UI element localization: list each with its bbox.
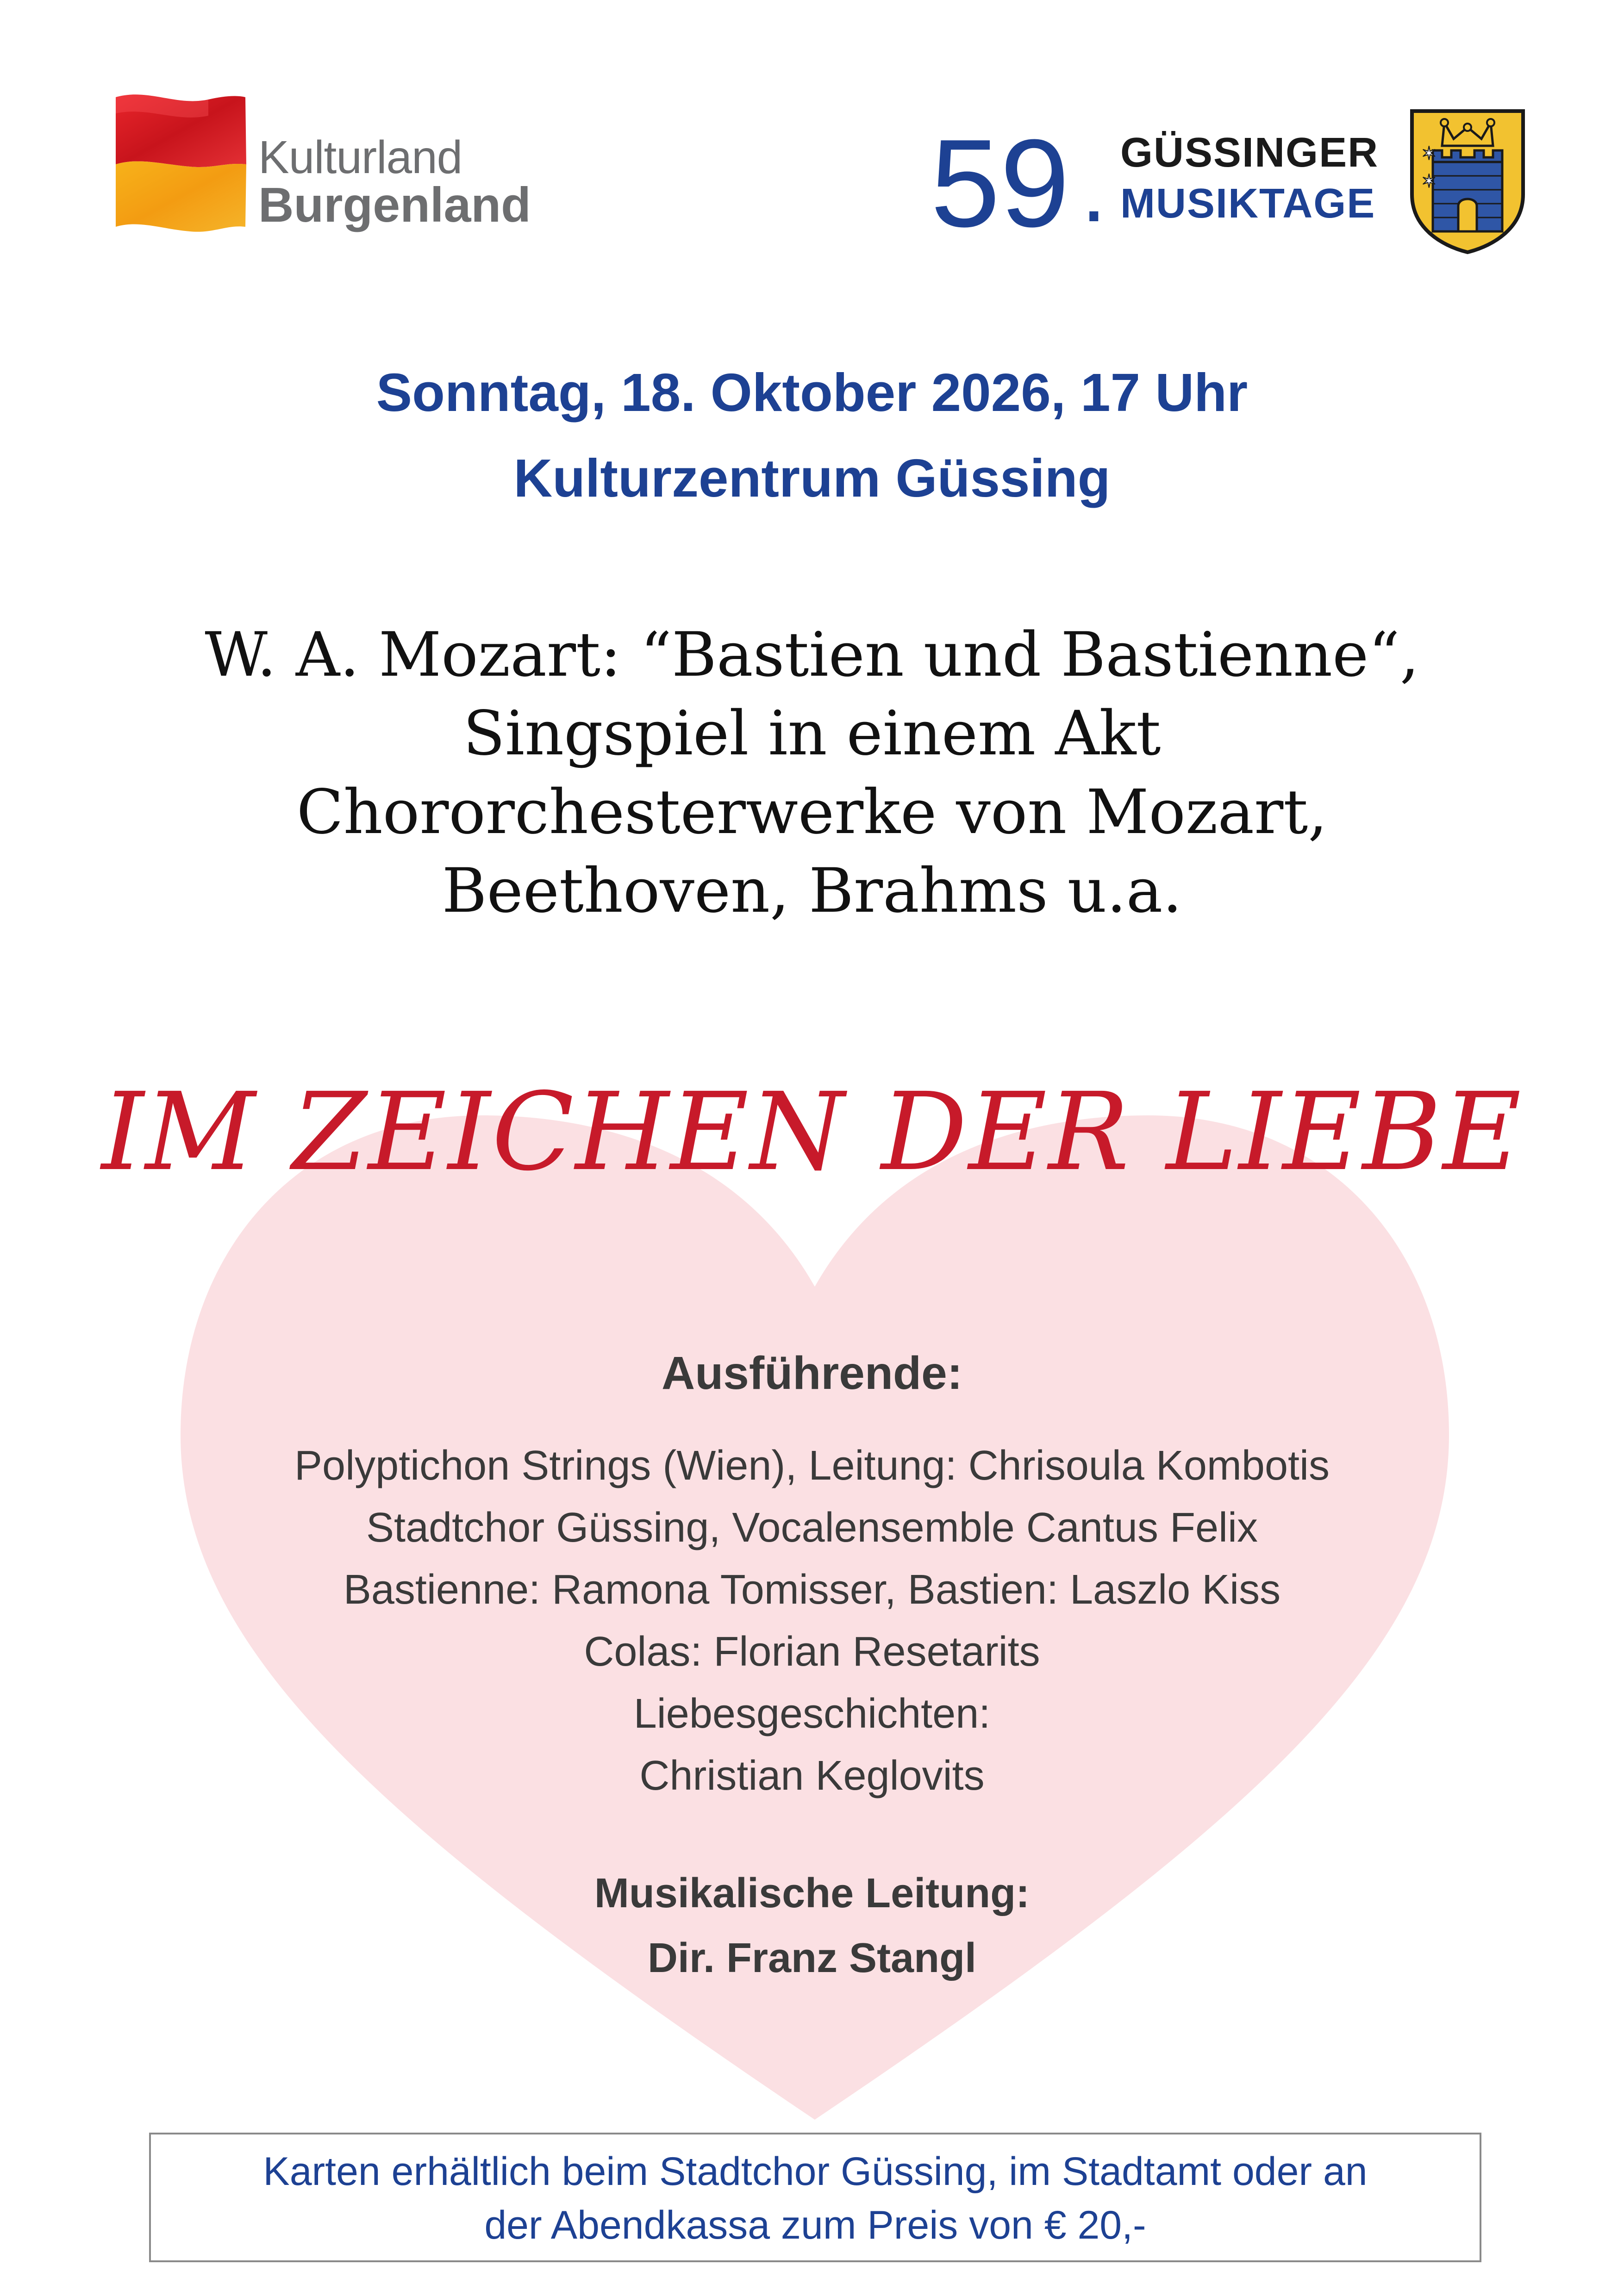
kulturland-burgenland-logo bbox=[111, 88, 531, 245]
edition-dot: . bbox=[1081, 138, 1107, 241]
performer-line: Colas: Florian Resetarits bbox=[584, 1629, 1040, 1675]
program-description bbox=[0, 616, 1624, 930]
festival-name-line1: GÜSSINGER bbox=[1120, 130, 1379, 176]
performer-line: Stadtchor Güssing, Vocalensemble Cantus Felix bbox=[366, 1505, 1258, 1551]
performer-line: Liebesgeschichten: bbox=[633, 1691, 991, 1737]
program-line: Singspiel in einem Akt bbox=[463, 698, 1161, 769]
musical-director-name: Dir. Franz Stangl bbox=[647, 1935, 977, 1981]
ticket-info-box bbox=[149, 2133, 1481, 2262]
svg-text:✶: ✶ bbox=[1421, 143, 1437, 164]
event-date: Sonntag, 18. Oktober 2026, 17 Uhr bbox=[376, 362, 1248, 423]
festival-name-line2: MUSIKTAGE bbox=[1120, 180, 1376, 227]
edition-number: 59 bbox=[931, 114, 1070, 253]
performers-title: Ausführende: bbox=[662, 1347, 962, 1399]
guessing-coat-of-arms-icon bbox=[1407, 106, 1528, 255]
performer-line: Christian Keglovits bbox=[639, 1753, 985, 1799]
logo-text-burgenland: Burgenland bbox=[258, 178, 531, 232]
program-line: Beethoven, Brahms u.a. bbox=[442, 855, 1182, 927]
performers-list bbox=[0, 1435, 1624, 1807]
musical-director-title: Musikalische Leitung: bbox=[594, 1870, 1030, 1916]
headline: IM ZEICHEN DER LIEBE bbox=[101, 1070, 1523, 1195]
svg-text:✶: ✶ bbox=[1421, 171, 1437, 192]
ticket-info-line: der Abendkassa zum Preis von € 20,- bbox=[484, 2203, 1146, 2247]
performer-line: Polyptichon Strings (Wien), Leitung: Chrisoula Kombotis bbox=[294, 1443, 1330, 1489]
ticket-info-line: Karten erhältlich beim Stadtchor Güssing, im Stadtamt oder an bbox=[263, 2149, 1368, 2194]
program-line: Chororchesterwerke von Mozart, bbox=[296, 777, 1328, 848]
logo-text-kulturland: Kulturland bbox=[258, 131, 462, 183]
event-venue: Kulturzentrum Güssing bbox=[513, 448, 1111, 508]
performer-line: Bastienne: Ramona Tomisser, Bastien: Laszlo Kiss bbox=[343, 1567, 1281, 1613]
burgenland-flag-icon bbox=[111, 88, 250, 236]
program-line: W. A. Mozart: “Bastien und Bastienne“, bbox=[205, 619, 1419, 691]
